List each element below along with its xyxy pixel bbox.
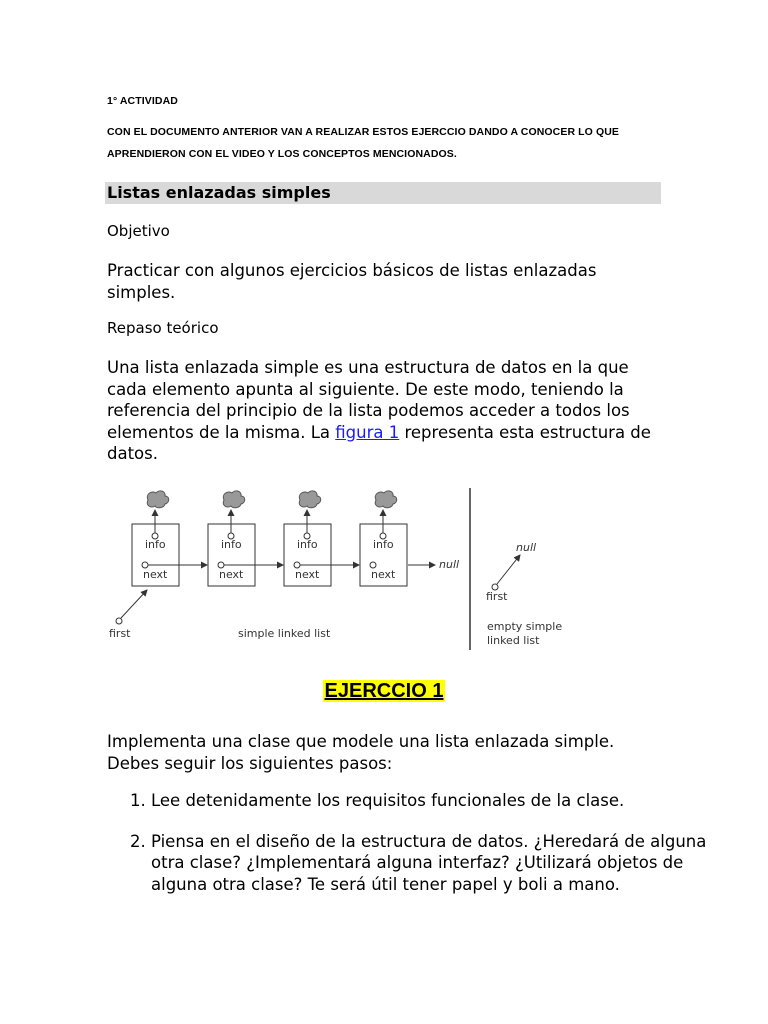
list-item: 1. Lee detenidamente los requisitos funcionales de la clase.	[151, 790, 716, 812]
data-blob-icon	[299, 491, 321, 508]
node-next-label: next	[143, 568, 168, 581]
data-blob-icon	[375, 491, 397, 508]
first-pointer-arrow	[121, 590, 147, 618]
section-title: Listas enlazadas simples	[107, 183, 331, 202]
node-next-label: next	[295, 568, 320, 581]
caption-empty-line-2: linked list	[487, 634, 540, 647]
activity-label: 1° ACTIVIDAD	[107, 95, 178, 107]
node-info-label: info	[297, 538, 318, 551]
linked-list-figure	[100, 480, 580, 655]
review-text-before: Una lista enlazada simple es una estructura de datos en la que cada elemento apunta al siguiente. De este modo, teniendo la referencia del principio de la lista podemos acceder a todos los elementos de la misma. La	[107, 358, 630, 442]
exercise-title: EJERCCIO 1	[324, 680, 444, 702]
data-blob-icon	[147, 491, 169, 508]
objective-text: Practicar con algunos ejercicios básicos de listas enlazadas simples.	[107, 261, 597, 302]
instructions-line-1: CON EL DOCUMENTO ANTERIOR VAN A REALIZAR ESTOS EJERCCIO DANDO A CONOCER LO QUE	[107, 126, 620, 138]
review-paragraph	[107, 357, 667, 465]
objective-heading: Objetivo	[107, 222, 170, 240]
steps-list	[105, 790, 716, 914]
review-text-after: representa esta estructura de datos.	[107, 422, 651, 463]
null-label: null	[439, 558, 460, 571]
figure-link[interactable]: figura 1	[335, 422, 400, 442]
node-info-label: info	[373, 538, 394, 551]
node-group	[132, 491, 407, 586]
first-label: first	[109, 627, 131, 640]
empty-null-label: null	[516, 541, 537, 554]
exercise-intro: Implementa una clase que modele una lista enlazada simple. Debes seguir los siguientes pasos:	[107, 732, 615, 773]
empty-first-arrow	[497, 555, 520, 584]
node-info-label: info	[145, 538, 166, 551]
section-heading	[105, 182, 661, 204]
caption-simple-list: simple linked list	[238, 627, 331, 640]
empty-first-label: first	[486, 590, 508, 603]
list-item: 2. Piensa en el diseño de la estructura de datos. ¿Heredará de alguna otra clase? ¿Implementará alguna interfaz? ¿Utilizará objetos de alguna otra clase? Te será útil tener papel y boli a mano.	[151, 831, 716, 896]
review-heading: Repaso teórico	[107, 319, 219, 337]
node-info-label: info	[221, 538, 242, 551]
data-blob-icon	[223, 491, 245, 508]
instructions-line-2: APRENDIERON CON EL VIDEO Y LOS CONCEPTOS MENCIONADOS.	[107, 148, 457, 160]
first-pointer-origin	[116, 618, 122, 624]
node-next-label: next	[219, 568, 244, 581]
node-next-label: next	[371, 568, 396, 581]
exercise-title-wrap	[0, 680, 768, 703]
caption-empty-line-1: empty simple	[487, 620, 563, 633]
